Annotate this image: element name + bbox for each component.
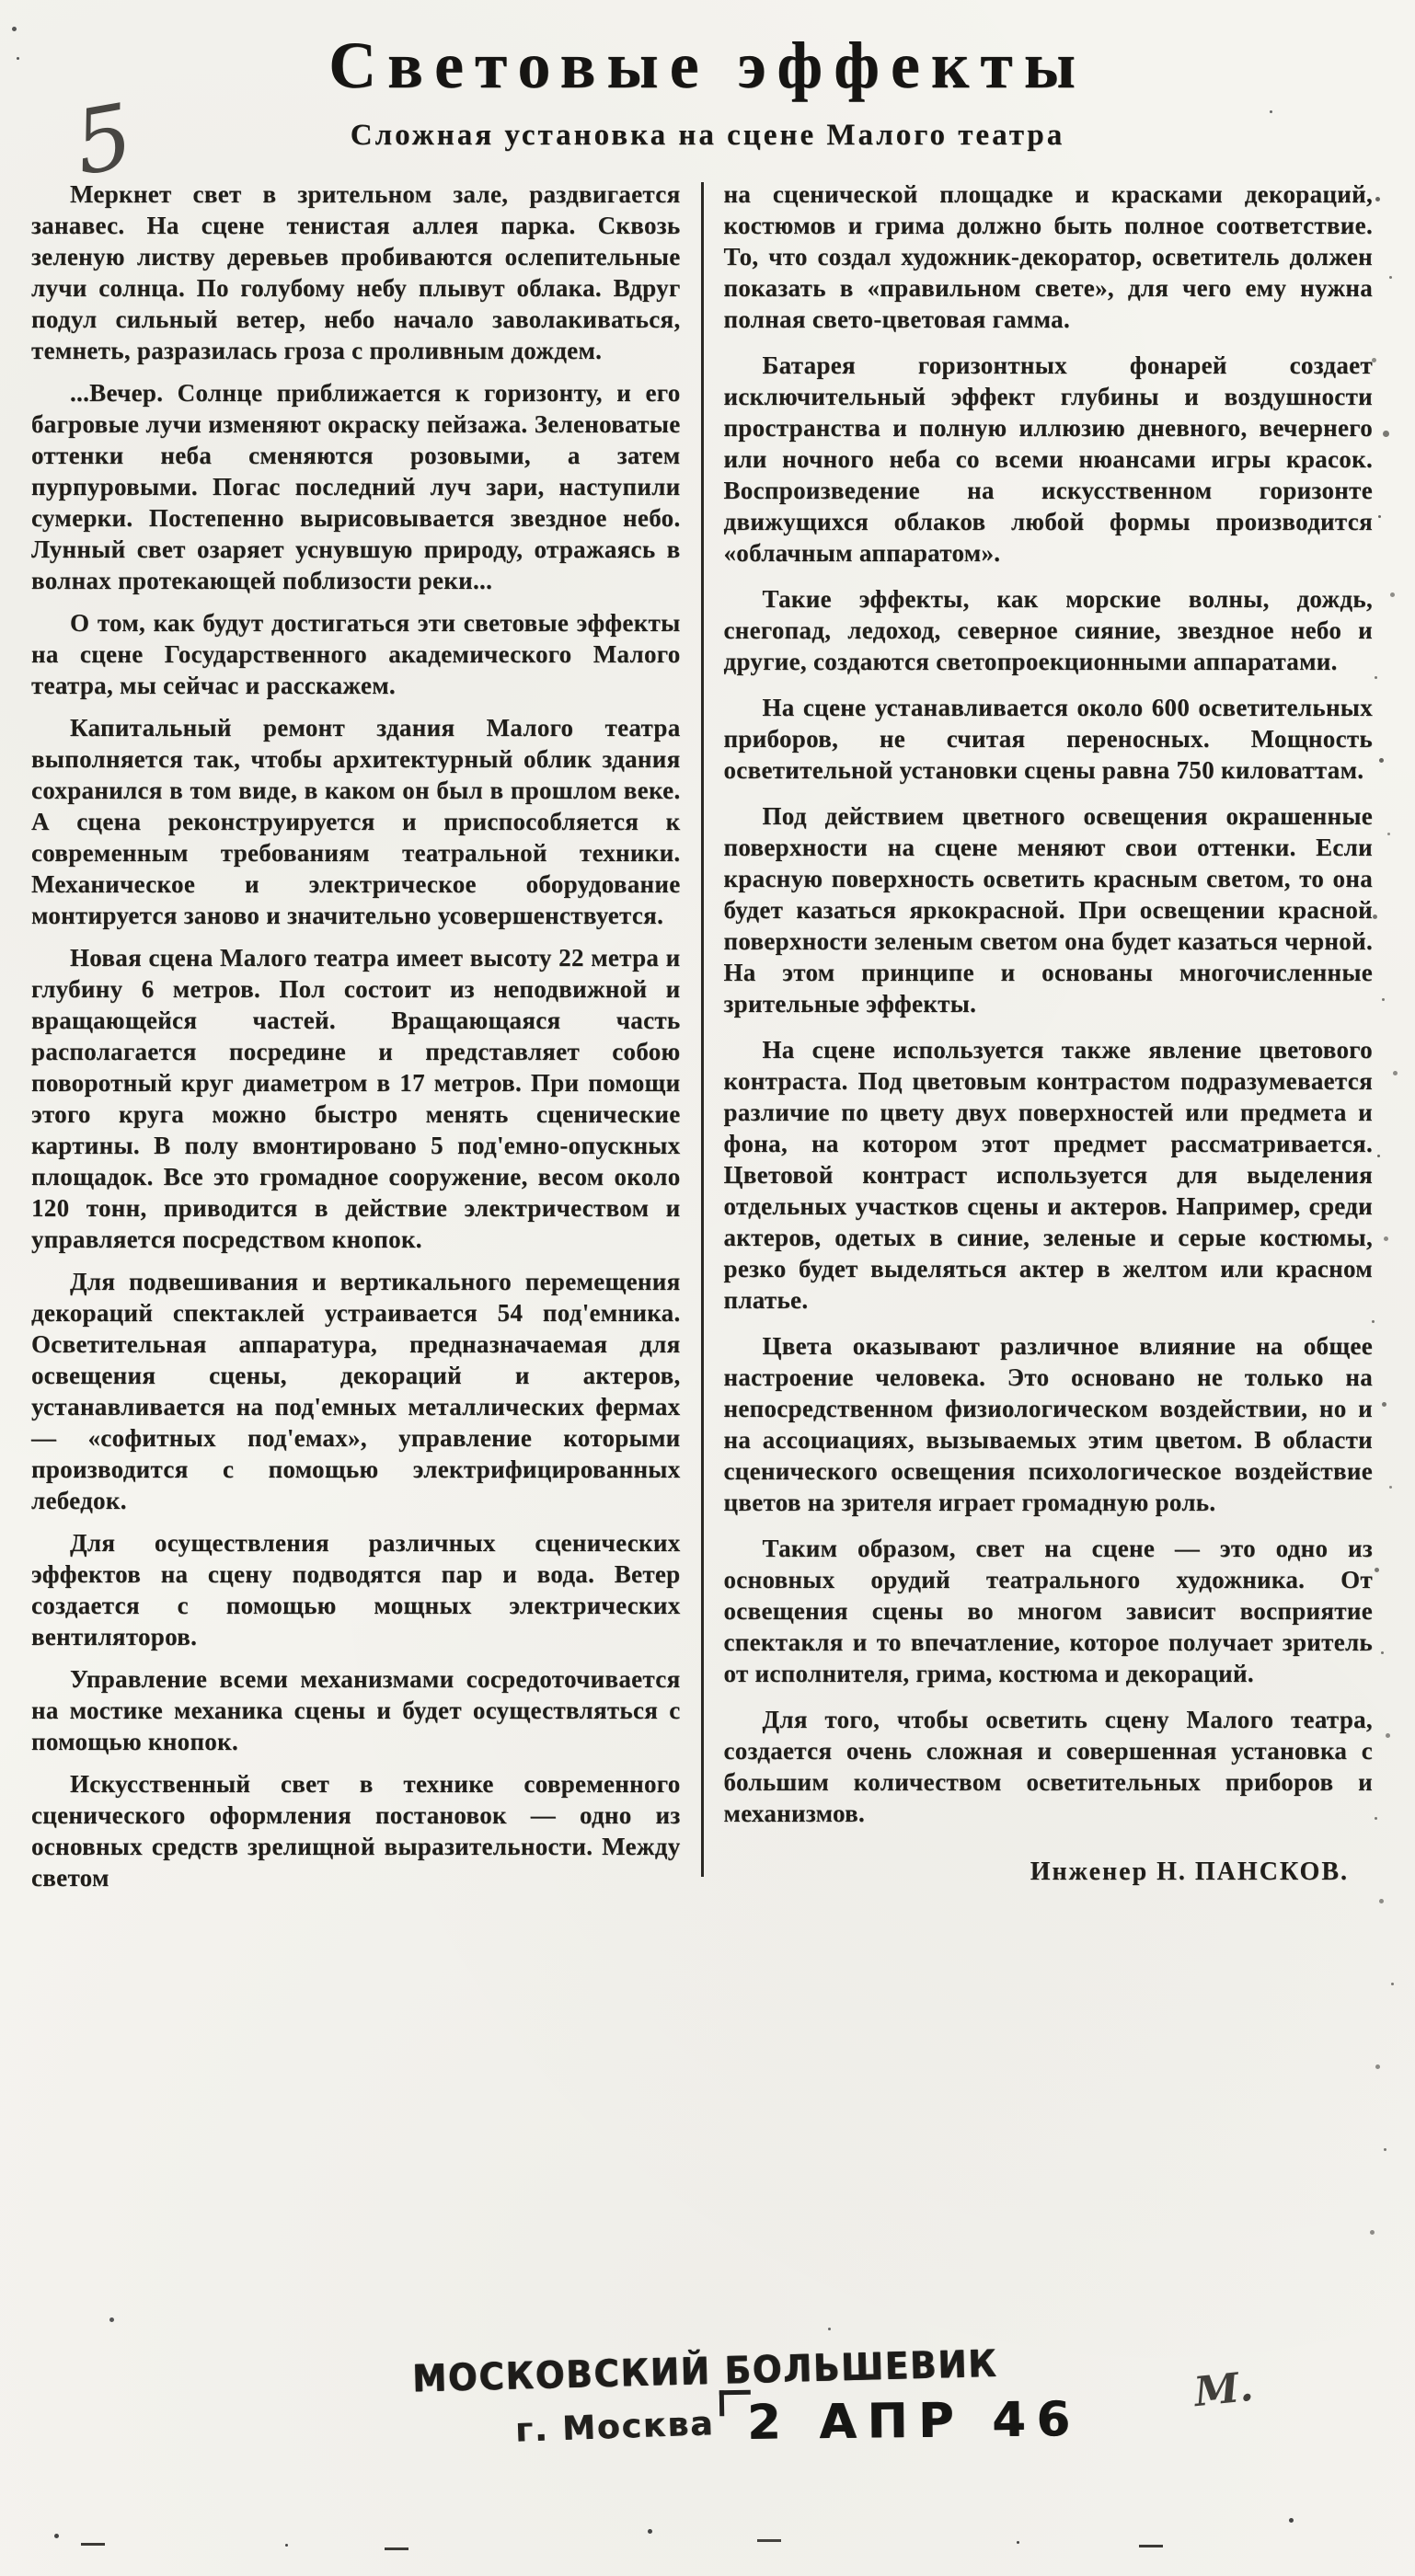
paragraph: Цвета оказывают различное влияние на общее настроение человека. Это основано не только на непосредственном физиологическом воздействии, но и на ассоциациях, вызываемых этим цветом. В области сценического освещения психологическое воздействие цветов на зрителя играет громадную роль.: [723, 1332, 1373, 1516]
paragraph: ...Вечер. Солнце приближается к горизонту, и его багровые лучи изменяют окраску пейзажа. Зеленоватые оттенки неба сменяются розовыми, а затем пурпуровыми. Погас последний луч зари, наступили сумерки. Постепенно вырисовывается звездное небо. Лунный свет озаряет уснувшую природу, отражаясь в волнах протекающей поблизости реки...: [31, 379, 681, 594]
handwritten-mark: 5: [66, 84, 141, 196]
paragraph: На сцене используется также явление цветового контраста. Под цветовым контрастом подразумевается различие по цвету двух поверхностей или предмета и фона, на котором этот предмет рассматривается. Цветовой контраст используется для выделения отдельных участков сцены и актеров. Например, среди актеров, одетых в синие, зеленые и серые костюмы, резко будет выделяться актер в желтом или красном платье.: [723, 1036, 1373, 1314]
article-title: Световые эффекты: [328, 29, 1087, 102]
handwritten-initial: М.: [1191, 2363, 1256, 2417]
article-body: [0, 178, 1415, 1904]
scan-edge-dashes: [81, 2543, 105, 2546]
paragraph: Таким образом, свет на сцене — это одно из основных орудий театрального художника. От освещения сцены во многом зависит восприятие спектакля и то впечатление, которое получает зритель от исполнителя, грима, костюма и декораций.: [723, 1535, 1373, 1687]
right-column: [724, 178, 1374, 1904]
paragraph: Управление всеми механизмами сосредоточивается на мостике механика сцены и будет осуществляться с помощью кнопок.: [31, 1665, 681, 1755]
paragraph: Меркнет свет в зрительном зале, раздвигается занавес. На сцене тенистая аллея парка. Сквозь зеленую листву деревьев пробиваются ослепительные лучи солнца. По голубому небу плывут облака. Вдруг подул сильный ветер, небо начало заволакиваться, темнеть, разразилась гроза с проливным дождем.: [31, 180, 681, 364]
paragraph: Для подвешивания и вертикального перемещения декораций спектаклей устраивается 54 под'емника. Осветительная аппаратура, предназначаемая для освещения сцены, декораций и актеров, устанавливается на под'емных металлических фермах — «софитных под'емах», управление которыми производится с помощью электрифицированных лебедок.: [31, 1268, 681, 1514]
paragraph: Такие эффекты, как морские волны, дождь, снегопад, ледоход, северное сияние, звездное небо и другие, создаются светопроекционными аппаратами.: [723, 585, 1373, 675]
article-header: [0, 0, 1415, 196]
article-subtitle: Сложная установка на сцене Малого театра: [350, 119, 1065, 152]
paragraph: На сцене устанавливается около 600 осветительных приборов, не считая переносных. Мощность осветительной установки сцены равна 750 киловаттам.: [723, 694, 1373, 784]
stamp-publication-name: МОСКОВСКИЙ БОЛЬШЕВИК: [411, 2341, 999, 2401]
author-signature: Инженер Н. ПАНСКОВ.: [1030, 1857, 1349, 1886]
left-column: [31, 178, 681, 1904]
paragraph: на сценической площадке и красками декораций, костюмов и грима должно быть полное соответствие. То, что создал художник-декоратор, осветитель должен показать в «правильном свете», для чего ему нужна полная свето-цветовая гамма.: [723, 180, 1373, 333]
column-divider: [701, 182, 704, 1877]
stamp-date: 2 АПР 46: [746, 2392, 1081, 2451]
stamp-city: г. Москва: [514, 2405, 716, 2450]
paragraph: Батарея горизонтных фонарей создает исключительный эффект глубины и воздушности пространства и полную иллюзию дневного, вечернего или ночного неба со всеми нюансами игры красок. Воспроизведение на искусственном горизонте движущихся облаков любой формы производится «облачным аппаратом».: [723, 351, 1373, 567]
paragraph: Капитальный ремонт здания Малого театра выполняется так, чтобы архитектурный облик здания сохранился в том виде, в каком он был в прошлом веке. А сцена реконструируется и приспособляется к современным требованиям театральной техники. Механическое и электрическое оборудование монтируется заново и значительно усовершенствуется.: [31, 714, 681, 929]
paragraph: Для осуществления различных сценических эффектов на сцену подводятся пар и вода. Ветер создается с помощью мощных электрических вентиляторов.: [31, 1529, 681, 1650]
paragraph: О том, как будут достигаться эти световые эффекты на сцене Государственного академического Малого театра, мы сейчас и расскажем.: [31, 609, 681, 699]
paragraph: Для того, чтобы осветить сцену Малого театра, создается очень сложная и совершенная установка с большим количеством осветительных приборов и механизмов.: [723, 1706, 1373, 1827]
paragraph: Искусственный свет в технике современного сценического оформления постановок — одно из основных средств зрелищной выразительности. Между светом: [31, 1770, 681, 1892]
paragraph: Под действием цветного освещения окрашенные поверхности на сцене меняют свои оттенки. Если красную поверхность осветить красным светом, то она будет казаться яркокрасной. При освещении красной поверхности зеленым светом она будет казаться черной. На этом принципе и основаны многочисленные зрительные эффекты.: [723, 802, 1373, 1018]
paragraph: Новая сцена Малого театра имеет высоту 22 метра и глубину 6 метров. Пол состоит из неподвижной и вращающейся частей. Вращающаяся часть располагается посредине и представляет собою поворотный круг диаметром в 17 метров. При помощи этого круга можно быстро менять сценические картины. В полу вмонтировано 5 под'емно-опускных площадок. Все это громадное сооружение, весом около 120 тонн, приводится в действие электричеством и управляется посредством кнопок.: [31, 944, 681, 1253]
